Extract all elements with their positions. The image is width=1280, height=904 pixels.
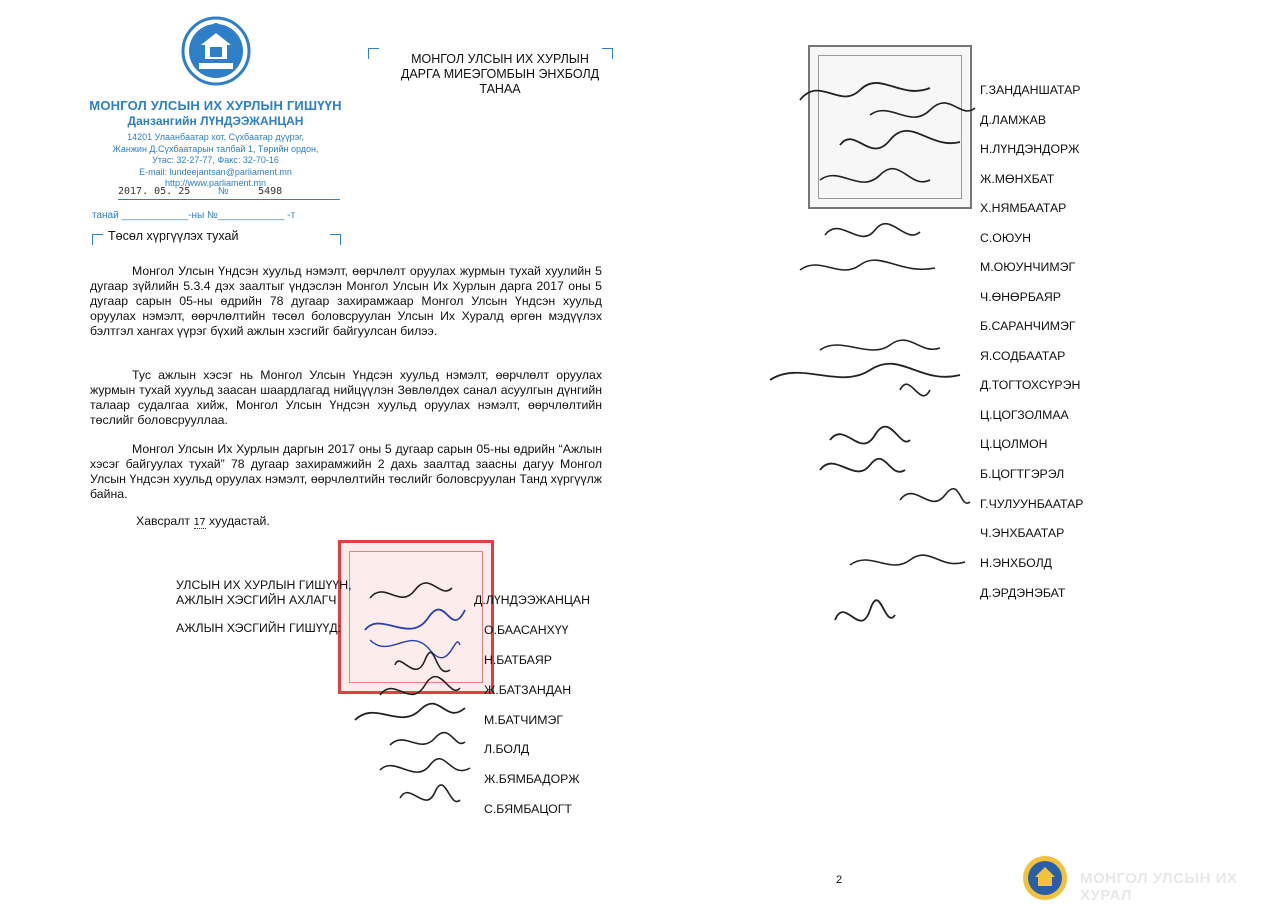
signer-name: Ж.МӨНХБАТ [980, 172, 1055, 186]
attachment-suffix: хуудастай. [205, 514, 270, 528]
bracket-mark [92, 234, 103, 245]
head-name: Д.ЛҮНДЭЭЖАНЦАН [474, 593, 591, 607]
member-name: Н.БАТБАЯР [484, 653, 552, 667]
paragraph-text: Тус ажлын хэсэг нь Монгол Улсын Үндсэн хуульд нэмэлт, өөрчлөлт оруулах журмын тухай хуульд заасан шаардлагад нийцүүлэн Зөвлөлдөх санал асуулгын дүнгийн талаар судалгаа хийж, Монгол Улсын Үндсэн хуульд оруулах нэмэлт, өөрчлөлтийн төслийг боловсрууллаа. [90, 368, 602, 427]
members-label: АЖЛЫН ХЭСГИЙН ГИШҮҮД: [176, 621, 342, 635]
letterhead-address [88, 132, 343, 190]
paragraph-text: Монгол Улсын Их Хурлын даргын 2017 оны 5 дугаар сарын 05-ны өдрийн “Ажлын хэсэг байгуулах тухай” 78 дугаар захирамжийн 2 дахь заалтад заасны дагуу Монгол Улсын Үндсэн хуульд оруулах нэмэлт, өөрчлөлтийн төслийг боловсруулан Танд хүргүүлж байна. [90, 442, 602, 501]
page-number: 2 [836, 874, 843, 886]
head-title-line1: УЛСЫН ИХ ХУРЛЫН ГИШҮҮН, [176, 578, 352, 592]
member-name: О.БААСАНХҮҮ [484, 623, 569, 637]
member-name: С.БЯМБАЦОГТ [484, 802, 572, 816]
reference-line: танай ____________-ны №____________ -т [92, 210, 296, 221]
signer-name: Д.ЛАМЖАВ [980, 113, 1047, 127]
handwritten-date: 2017. 05. 25 [118, 186, 191, 197]
signer-name: Х.НЯМБААТАР [980, 201, 1067, 215]
letterhead [88, 15, 343, 190]
signer-name: Ц.ЦОЛМОН [980, 437, 1048, 451]
member-name: Ж.БЯМБАДОРЖ [484, 772, 580, 786]
signer-name: Н.ЭНХБОЛД [980, 556, 1052, 570]
signer-name: Ц.ЦОГЗОЛМАА [980, 408, 1069, 422]
member-name: Л.БОЛД [484, 742, 530, 756]
address-line: Жанжин Д.Сүхбаатарын талбай 1, Төрийн ордон, [112, 143, 319, 154]
address-line: 14201 Улаанбаатар хот, Сүхбаатар дүүрэг, [127, 132, 304, 142]
signer-name: Я.СОДБААТАР [980, 349, 1066, 363]
member-name: М.БАТЧИМЭГ [484, 713, 563, 727]
signer-name: Г.ЧУЛУУНБААТАР [980, 497, 1084, 511]
addressee-line: ДАРГА МИЕЭГОМБЫН ЭНХБОЛД [400, 67, 600, 81]
signer-name: Б.ЦОГТГЭРЭЛ [980, 467, 1065, 481]
signer-name: Ч.ЭНХБААТАР [980, 526, 1065, 540]
signer-name: Д.ЭРДЭНЭБАТ [980, 586, 1066, 600]
attachment-count: 17 [193, 517, 206, 528]
address-line: Утас: 32-27-77, Факс: 32-70-16 [152, 155, 279, 165]
subject-line: Төсөл хүргүүлэх тухай [108, 229, 239, 243]
watermark-text: МОНГОЛ УЛСЫН ИХ ХУРАЛ [1080, 870, 1238, 904]
attachment-line [136, 514, 270, 528]
date-number-line [118, 186, 348, 197]
signer-name: М.ОЮУНЧИМЭГ [980, 260, 1076, 274]
address-line: http://www.parliament.mn [164, 178, 267, 188]
handwritten-signatures-left [340, 570, 480, 830]
state-emblem-icon [181, 15, 251, 87]
attachment-prefix: Хавсралт [136, 514, 191, 528]
paragraph-2 [90, 368, 602, 428]
signer-name: С.ОЮУН [980, 231, 1031, 245]
handwritten-number: 5498 [258, 186, 283, 197]
paragraph-1 [90, 264, 602, 339]
signer-name: Ч.ӨНӨРБАЯР [980, 290, 1061, 304]
letterhead-name: Данзангийн ЛҮНДЭЭЖАНЦАН [127, 114, 304, 128]
number-label: № [217, 186, 229, 197]
bracket-mark [330, 234, 341, 245]
signer-name: Д.ТОГТОХСҮРЭН [980, 378, 1081, 392]
signer-name: Г.ЗАНДАНШАТАР [980, 83, 1081, 97]
paragraph-text: Монгол Улсын Үндсэн хуульд нэмэлт, өөрчлөлт оруулах журмын тухай хуулийн 5 дугаар зүйлийн 5.3.4 дэх заалтыг үндэслэн Монгол Улсын Их Хурлын дарга 2017 оны 5 дугаар сарын 05-ны өдрийн 78 дугаар захирамжаар Монгол Улсын Үндсэн хуульд оруулах нэмэлт, өөрчлөлтийн төсөл боловсруулан Улсын Их Хуралд өргөн мэдүүлэх бэлтгэл хангах үүрэг бүхий ажлын хэсгийг байгуулсан билээ. [90, 264, 602, 338]
parliament-emblem-icon [1022, 855, 1068, 901]
addressee-block [372, 52, 628, 97]
paragraph-3 [90, 442, 602, 502]
address-line: E-mail: lundeejantsan@parliament.mn [139, 166, 292, 177]
signer-name: Н.ЛҮНДЭНДОРЖ [980, 142, 1080, 156]
addressee-line: ТАНАА [479, 82, 521, 96]
member-name: Ж.БАТЗАНДАН [484, 683, 572, 697]
handwritten-signatures-right [760, 70, 980, 670]
signer-name: Б.САРАНЧИМЭГ [980, 319, 1076, 333]
letterhead-org: МОНГОЛ УЛСЫН ИХ ХУРЛЫН ГИШҮҮН [89, 98, 342, 113]
head-title-line2: АЖЛЫН ХЭСГИЙН АХЛАГЧ [176, 593, 337, 607]
addressee-line: МОНГОЛ УЛСЫН ИХ ХУРЛЫН [411, 52, 589, 66]
